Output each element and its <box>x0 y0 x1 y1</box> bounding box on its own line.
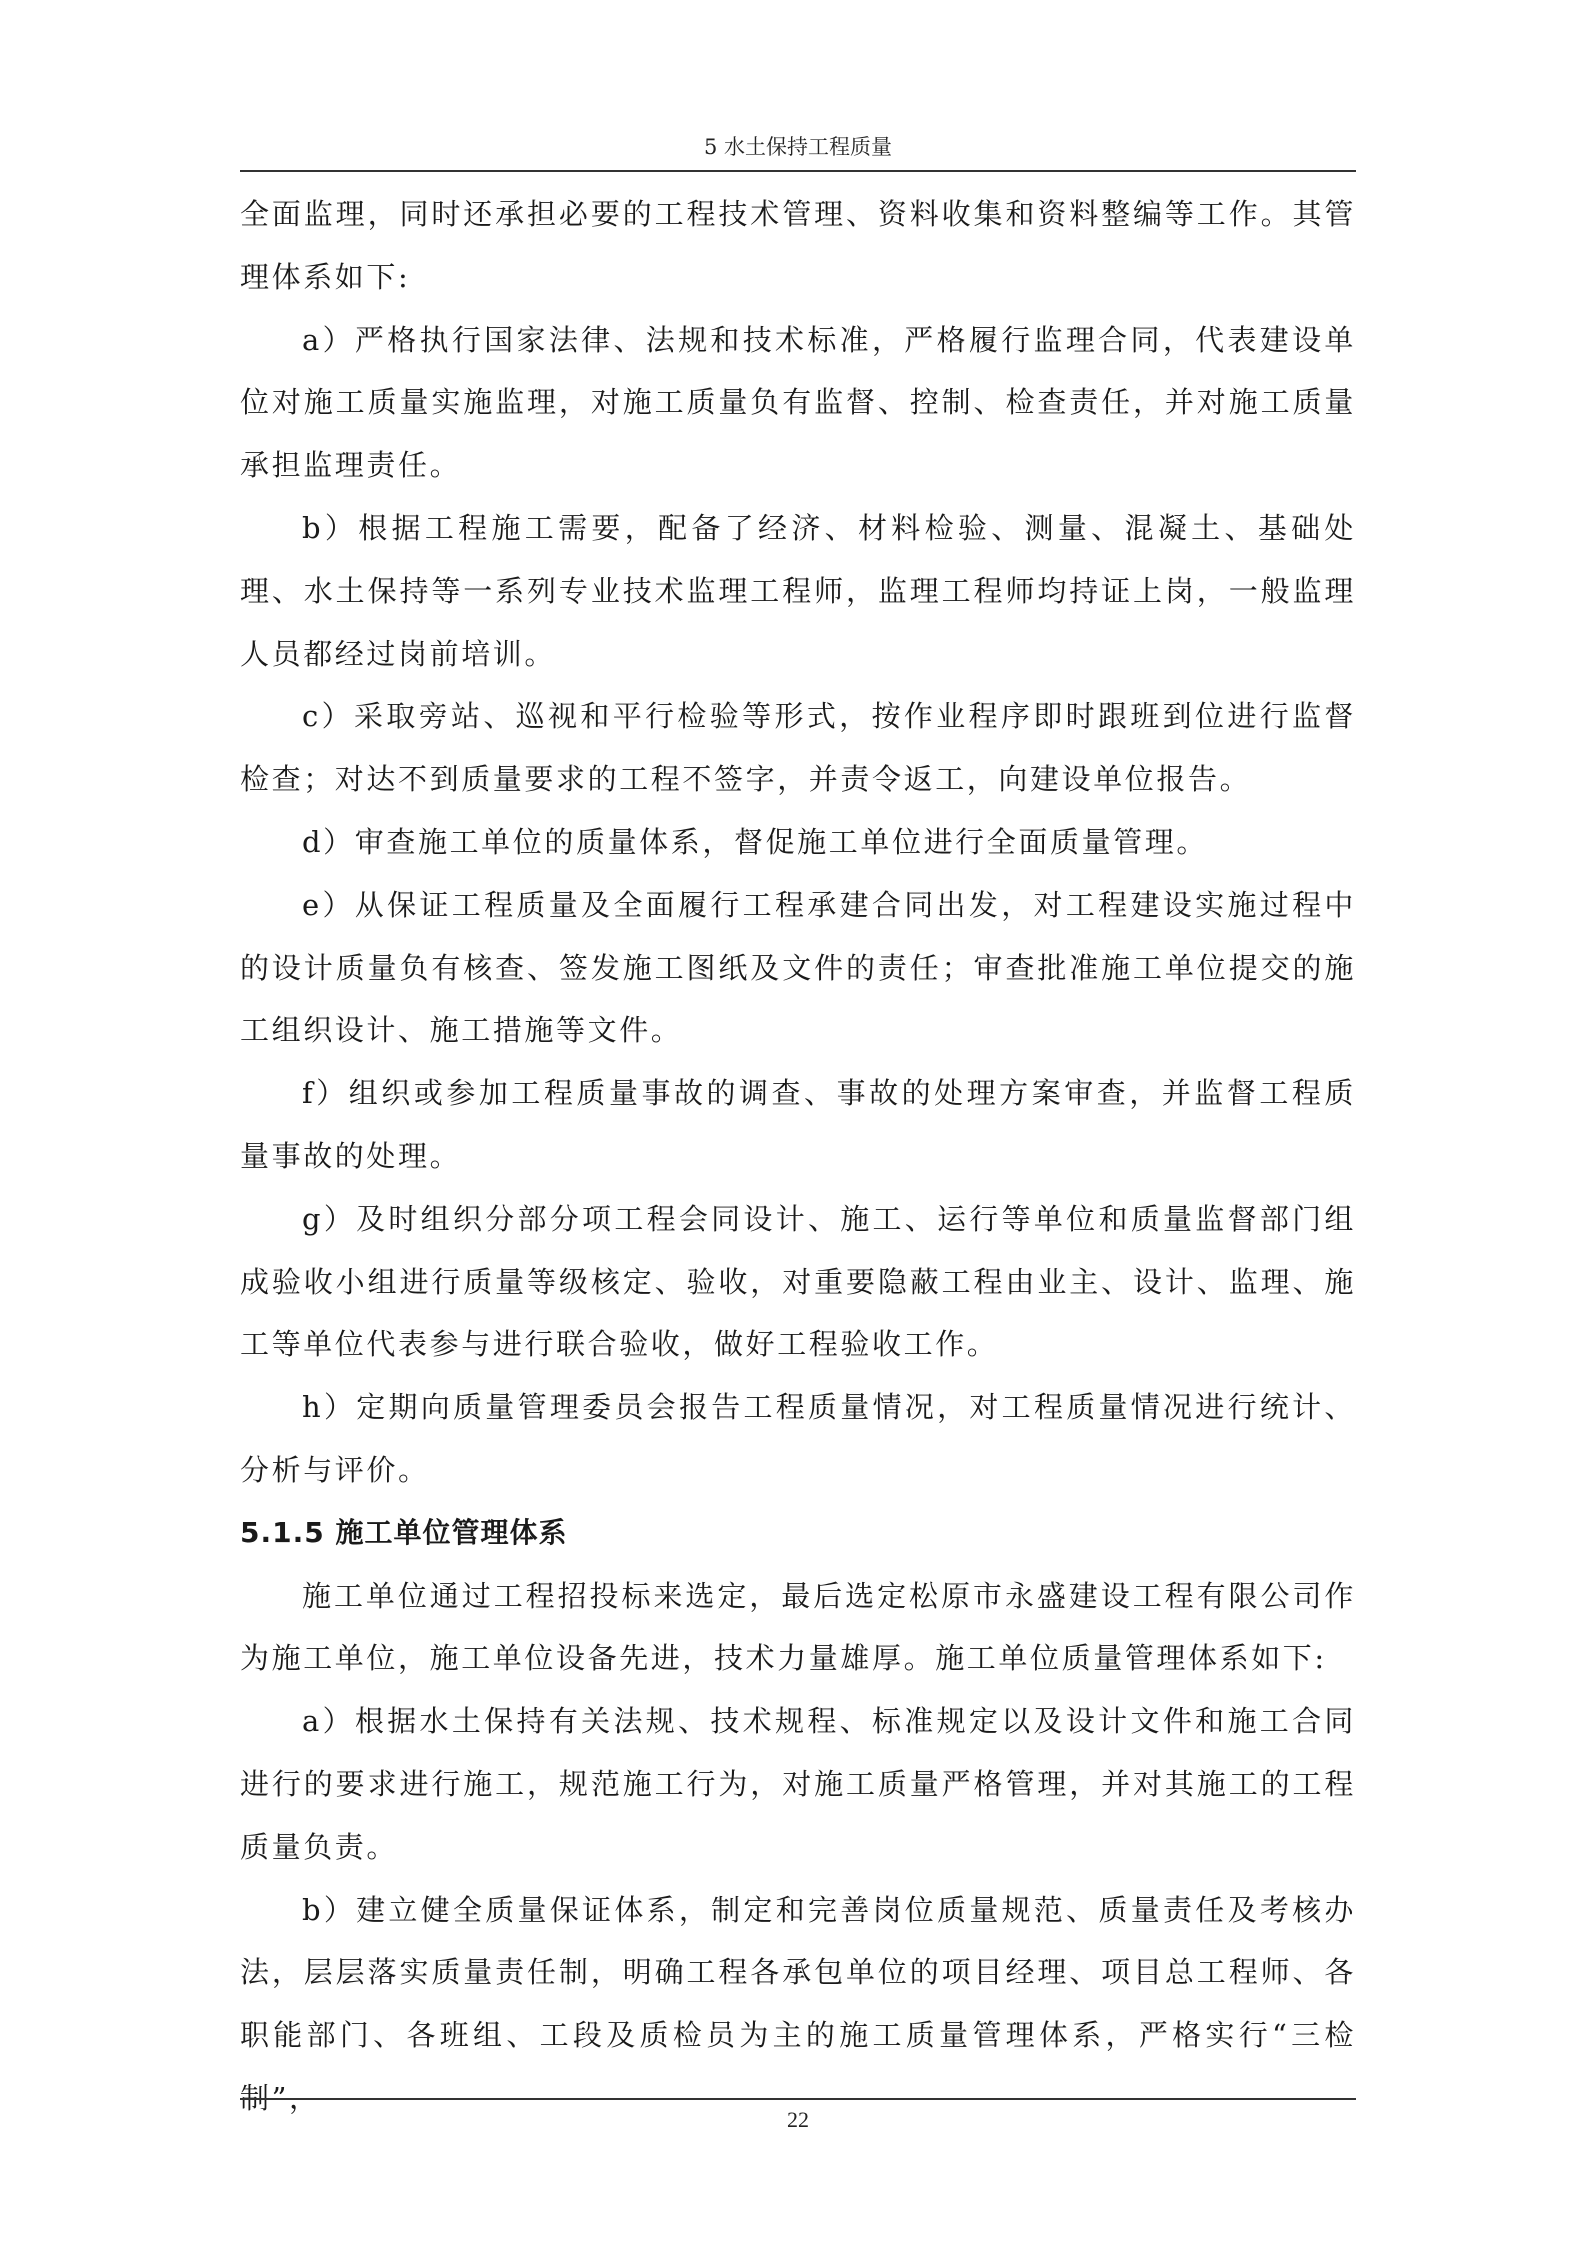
body-text <box>240 183 1356 2130</box>
page-number: 22 <box>787 2107 809 2132</box>
paragraph-continuation: 全面监理，同时还承担必要的工程技术管理、资料收集和资料整编等工作。其管理体系如下: <box>240 197 1356 294</box>
paragraph-item-c: c）采取旁站、巡视和平行检验等形式，按作业程序即时跟班到位进行监督检查；对达不到质量要求的工程不签字，并责令返工，向建设单位报告。 <box>240 699 1356 797</box>
paragraph-item-g: g）及时组织分部分项工程会同设计、施工、运行等单位和质量监督部门组成验收小组进行质量等级核定、验收，对重要隐蔽工程由业主、设计、监理、施工等单位代表参与进行联合验收，做好工程验收工作。 <box>240 1201 1356 1362</box>
paragraph-item-d: d）审查施工单位的质量体系，督促施工单位进行全面质量管理。 <box>302 824 1208 859</box>
paragraph-intro: 施工单位通过工程招投标来选定，最后选定松原市永盛建设工程有限公司作为施工单位，施工单位设备先进，技术力量雄厚。施工单位质量管理体系如下: <box>240 1578 1356 1676</box>
paragraph-item-a-2: a）根据水土保持有关法规、技术规程、标准规定以及设计文件和施工合同进行的要求进行施工，规范施工行为，对施工质量严格管理，并对其施工的工程质量负责。 <box>240 1704 1356 1864</box>
running-header: 5 水土保持工程质量 <box>703 135 893 159</box>
paragraph-item-h: h）定期向质量管理委员会报告工程质量情况，对工程质量情况进行统计、分析与评价。 <box>240 1390 1356 1487</box>
section-heading: 5.1.5 施工单位管理体系 <box>240 1515 568 1549</box>
header-rule <box>240 170 1356 172</box>
paragraph-item-e: e）从保证工程质量及全面履行工程承建合同出发，对工程建设实施过程中的设计质量负有核查、签发施工图纸及文件的责任；审查批准施工单位提交的施工组织设计、施工措施等文件。 <box>240 887 1356 1048</box>
paragraph-item-a: a）严格执行国家法律、法规和技术标准，严格履行监理合同，代表建设单位对施工质量实施监理，对施工质量负有监督、控制、检查责任，并对施工质量承担监理责任。 <box>240 322 1356 483</box>
paragraph-item-f: f）组织或参加工程质量事故的调查、事故的处理方案审查，并监督工程质量事故的处理。 <box>240 1076 1356 1173</box>
paragraph-item-b: b）根据工程施工需要，配备了经济、材料检验、测量、混凝土、基础处理、水土保持等一系列专业技术监理工程师，监理工程师均持证上岗，一般监理人员都经过岗前培训。 <box>240 510 1356 671</box>
paragraph-item-b-2: b）建立健全质量保证体系，制定和完善岗位质量规范、质量责任及考核办法，层层落实质量责任制，明确工程各承包单位的项目经理、项目总工程师、各职能部门、各班组、工段及质检员为主的施工质量管理体系，严格实行“三检制”， <box>240 1892 1356 2115</box>
footer-rule <box>240 2098 1356 2100</box>
